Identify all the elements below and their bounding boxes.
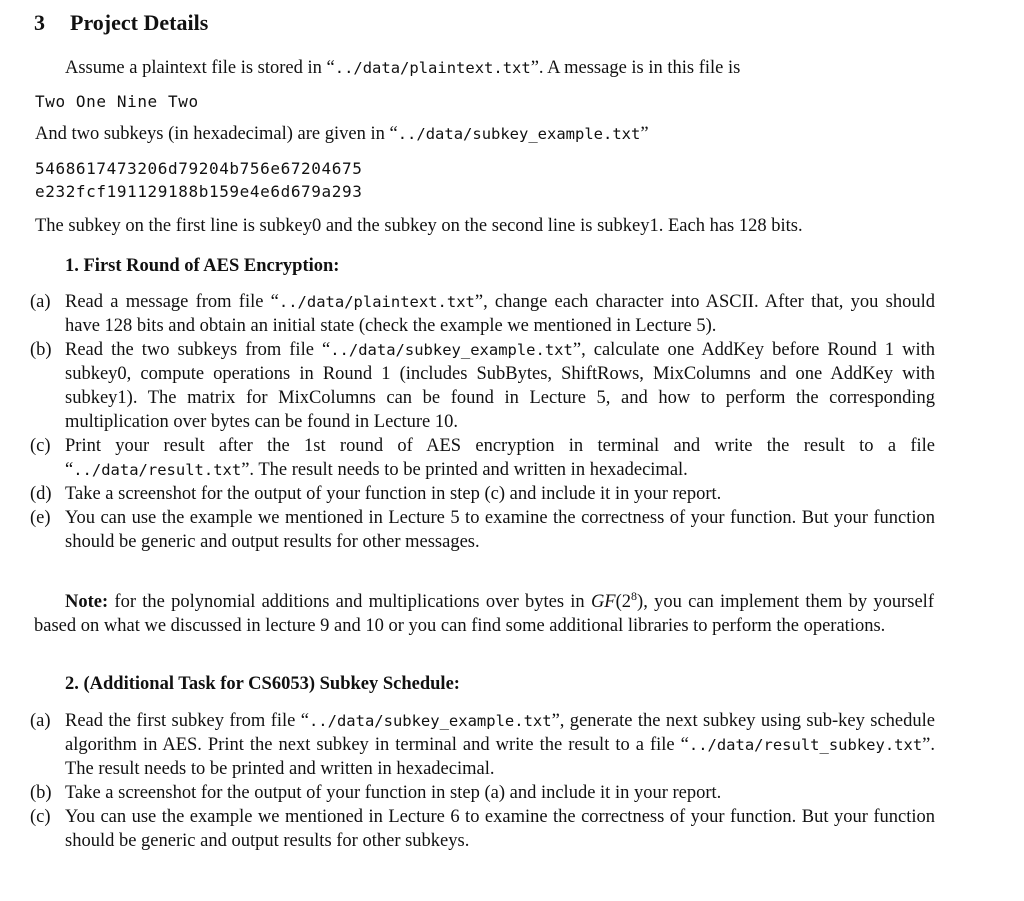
- note-paragraph: Note: for the polynomial additions and multiplications over bytes in $GF(2^8)$, you can implement them by yourself based on what we discussed in lecture 9 and 10 or you can find some additional libraries to perform the operations.: [34, 589, 934, 637]
- task1-item-a: (a) Read a message from file “../data/plaintext.txt”, change each character into ASCII. After that, you should have 128 bits and obtain an initial state (check the example we mentioned in Lecture 5).: [30, 292, 935, 336]
- task2-item-c: (c) You can use the example we mentioned in Lecture 6 to examine the correctness of your function. But your function should be generic and output results for other subkeys.: [30, 807, 935, 851]
- note-label: Note:: [65, 592, 109, 613]
- task2-item-a: (a) Read the first subkey from file “../data/subkey_example.txt”, generate the next subkey using sub-key schedule algorithm in AES. Print the next subkey in terminal and write the result to a file “../data/result_subkey.txt”. The result needs to be printed and written in hexadecimal.: [30, 711, 935, 779]
- task1-heading: 1. First Round of AES Encryption:: [65, 256, 340, 276]
- intro-line-2: And two subkeys (in hexadecimal) are given in “../data/subkey_example.txt”: [35, 124, 649, 144]
- intro-line-3: The subkey on the first line is subkey0 and the subkey on the second line is subkey1. Each has 128 bits.: [35, 216, 803, 236]
- task1-item-c: (c) Print your result after the 1st round of AES encryption in terminal and write the result to a file “../data/result.txt”. The result needs to be printed and written in hexadecimal.: [30, 436, 935, 480]
- subkey-path: ../data/subkey_example.txt: [397, 125, 641, 143]
- intro-line-1: Assume a plaintext file is stored in “../data/plaintext.txt”. A message is in this file is: [65, 58, 741, 78]
- task2-item-b: (b) Take a screenshot for the output of your function in step (a) and include it in your report.: [30, 783, 722, 803]
- task2-heading: 2. (Additional Task for CS6053) Subkey Schedule:: [65, 674, 460, 694]
- task1-item-e: (e) You can use the example we mentioned in Lecture 5 to examine the correctness of your function. But your function should be generic and output results for other messages.: [30, 508, 935, 552]
- task1-item-d: (d) Take a screenshot for the output of your function in step (c) and include it in your report.: [30, 484, 722, 504]
- plaintext-path: ../data/plaintext.txt: [334, 59, 531, 77]
- subkey1-value: e232fcf191129188b159e4e6d679a293: [35, 182, 363, 201]
- section-number: 3: [34, 10, 45, 35]
- plaintext-message: Two One Nine Two: [35, 92, 199, 111]
- subkey0-value: 5468617473206d79204b756e67204675: [35, 159, 363, 178]
- task1-item-b: (b) Read the two subkeys from file “../data/subkey_example.txt”, calculate one AddKey before Round 1 with subkey0, compute operations in Round 1 (includes SubBytes, ShiftRows, MixColumns and one AddKey with subkey1). The matrix for MixColumns can be found in Lecture 5, and how to perform the corresponding multiplication over bytes can be found in Lecture 10.: [30, 340, 935, 432]
- section-title: Project Details: [70, 10, 209, 35]
